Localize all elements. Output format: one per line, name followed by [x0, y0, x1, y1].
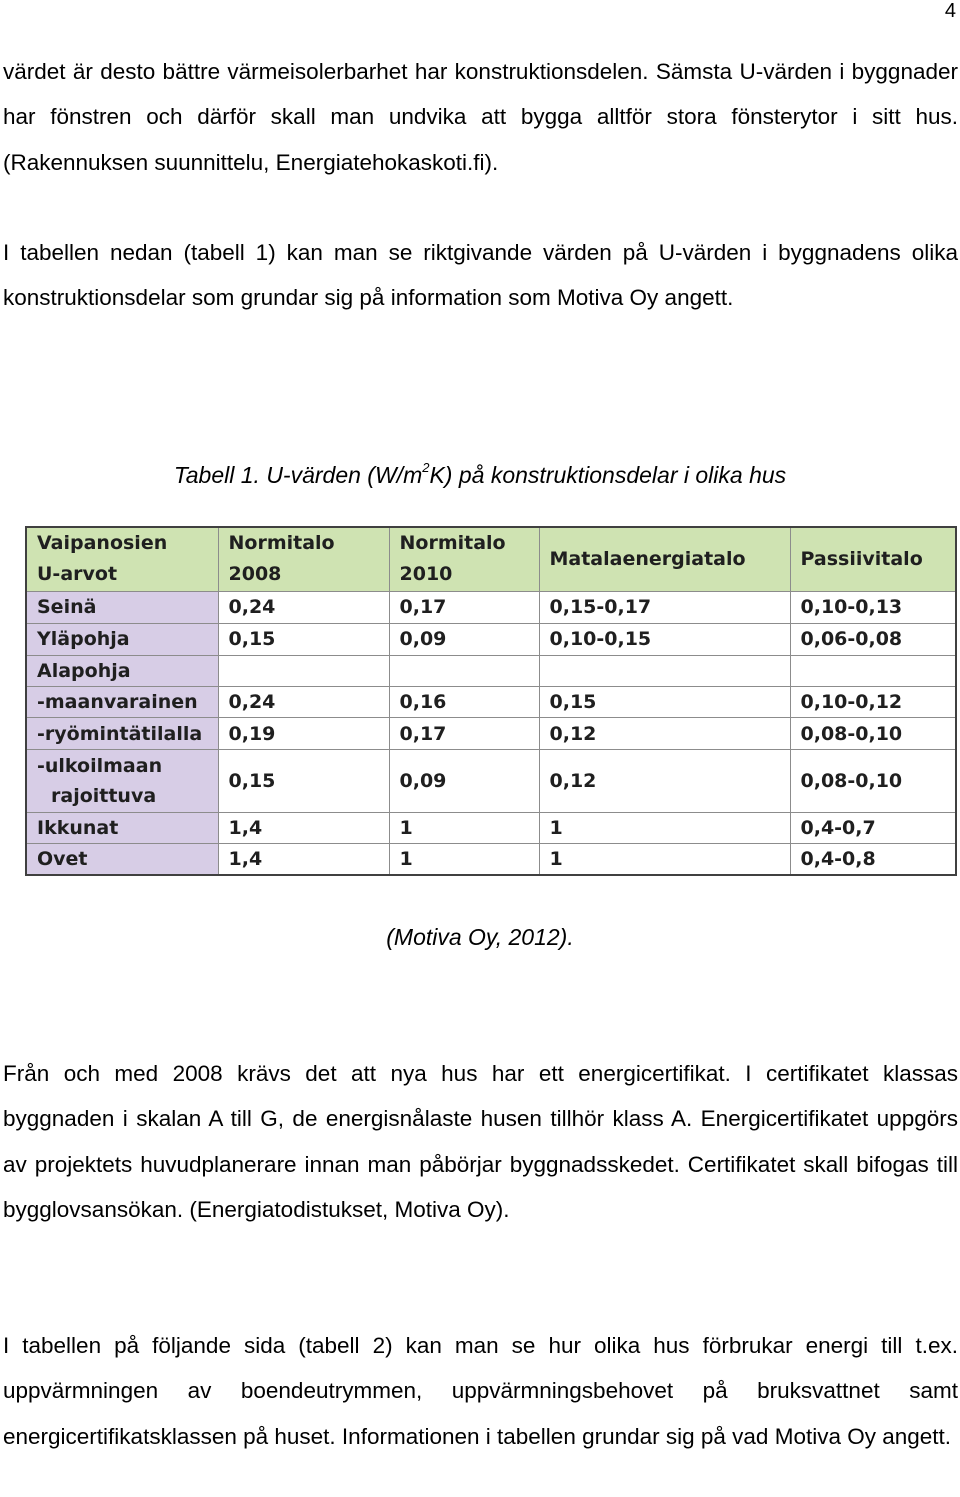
cell-value: 0,15: [218, 750, 389, 812]
header-cell-normitalo-2008: Normitalo 2008: [218, 527, 389, 591]
cell-value: 0,17: [389, 591, 539, 623]
row-label-ylapohja: Yläpohja: [26, 623, 218, 655]
page-number: 4: [944, 0, 956, 22]
text-line: Från och med 2008 krävs det att nya hus har ett energicertifikat. I certifikatet: [3, 1061, 869, 1086]
cell-value: 1: [389, 812, 539, 843]
table-row: [26, 718, 956, 750]
caption-text: Tabell 1. U-värden (W/m: [173, 462, 423, 488]
cell-value: 1,4: [218, 812, 389, 843]
cell-value: 0,17: [389, 718, 539, 750]
cell-value: 0,16: [389, 686, 539, 717]
table-row: [26, 655, 956, 686]
text-line: byggnadsskedet. Certifikatet skall bifogas till bygglovsansökan.: [3, 1151, 958, 1222]
cell-value: 0,12: [539, 718, 790, 750]
table-caption: [0, 462, 960, 489]
table-row: [26, 623, 956, 655]
text-line: t.ex. uppvärmningen av boendeutrymmen, uppvärmningsbehovet på bruksvattnet: [3, 1333, 958, 1404]
cell-value: 0,09: [389, 750, 539, 812]
cell-value: 0,12: [539, 750, 790, 812]
cell-value-empty: [790, 655, 956, 686]
cell-value: 1: [539, 812, 790, 843]
text-line: fönsterytor i sitt hus. (Rakennuksen suunnittelu, Energiatehokaskoti.fi).: [3, 104, 959, 175]
cell-value-empty: [389, 655, 539, 686]
text-line: samt energicertifikatsklassen på huset. Informationen i tabellen grundar sig på vad: [3, 1378, 958, 1449]
cell-value-empty: [539, 655, 790, 686]
cell-value: 1,4: [218, 843, 389, 875]
cell-value: 0,10-0,15: [539, 623, 790, 655]
text-line: byggnadens olika konstruktionsdelar som grundar sig på information som Motiva: [3, 240, 958, 311]
cell-value: 1: [539, 843, 790, 875]
cell-value: 1: [389, 843, 539, 875]
paragraph-u-value-intro: [3, 49, 958, 185]
text-line: (Energiatodistukset, Motiva Oy).: [189, 1196, 510, 1222]
row-label-ikkunat: Ikkunat: [26, 812, 218, 843]
header-cell-vaipanosien: Vaipanosien U-arvot: [26, 527, 218, 591]
cell-value: 0,24: [218, 686, 389, 717]
table-row: [26, 591, 956, 623]
cell-value: 0,08-0,10: [790, 750, 956, 812]
text-line: värdet är desto bättre värmeisolerbarhet har konstruktionsdelen. Sämsta U-värden: [3, 59, 832, 84]
text-line: I tabellen nedan (tabell 1) kan man se riktgivande värden på U-värden i: [3, 240, 768, 265]
cell-value: 0,4-0,7: [790, 812, 956, 843]
text-line: Motiva Oy angett.: [774, 1423, 952, 1449]
cell-value: 0,4-0,8: [790, 843, 956, 875]
cell-value: 0,15: [218, 623, 389, 655]
table-row: [26, 686, 956, 717]
cell-value: 0,19: [218, 718, 389, 750]
row-label-maanvarainen: -maanvarainen: [26, 686, 218, 717]
cell-value: 0,24: [218, 591, 389, 623]
cell-value: 0,10-0,12: [790, 686, 956, 717]
header-cell-matalaenergiatalo: Matalaenergiatalo: [539, 527, 790, 591]
table-source-citation: (Motiva Oy, 2012).: [386, 924, 574, 950]
text-line: i byggnader har fönstren och därför skall man undvika att bygga alltför stora: [3, 59, 958, 130]
cell-value: 0,15: [539, 686, 790, 717]
row-label-ovet: Ovet: [26, 843, 218, 875]
text-line: Energicertifikatet uppgörs av projektets huvudplanerare innan man påbörjar: [3, 1106, 958, 1177]
row-label-ryomintatilalla: -ryömintätilalla: [26, 718, 218, 750]
table-row: [26, 750, 956, 812]
text-line: klassas byggnaden i skalan A till G, de energisnålaste husen tillhör klass A.: [3, 1061, 958, 1132]
cell-value: 0,10-0,13: [790, 591, 956, 623]
table-row: [26, 812, 956, 843]
caption-text-end: K) på konstruktionsdelar i olika hus: [429, 462, 787, 488]
paragraph-table-reference: [3, 230, 958, 321]
text-line: I tabellen på följande sida (tabell 2) kan man se hur olika hus förbrukar energi till: [3, 1333, 903, 1358]
paragraph-energy-certificate: [3, 1051, 958, 1232]
row-label-alapohja: Alapohja: [26, 655, 218, 686]
cell-value: 0,09: [389, 623, 539, 655]
text-line: Oy angett.: [629, 285, 734, 311]
paragraph-next-table-reference: [3, 1323, 958, 1459]
caption-superscript: 2: [422, 460, 430, 475]
cell-value-empty: [218, 655, 389, 686]
row-label-ulkoilmaan-rajoittuva: -ulkoilmaan rajoittuva: [26, 750, 218, 812]
u-value-table: [25, 526, 957, 876]
cell-value: 0,15-0,17: [539, 591, 790, 623]
cell-value: 0,08-0,10: [790, 718, 956, 750]
cell-value: 0,06-0,08: [790, 623, 956, 655]
header-cell-passiivitalo: Passiivitalo: [790, 527, 956, 591]
table-row: [26, 843, 956, 875]
header-cell-normitalo-2010: Normitalo 2010: [389, 527, 539, 591]
row-label-seina: Seinä: [26, 591, 218, 623]
